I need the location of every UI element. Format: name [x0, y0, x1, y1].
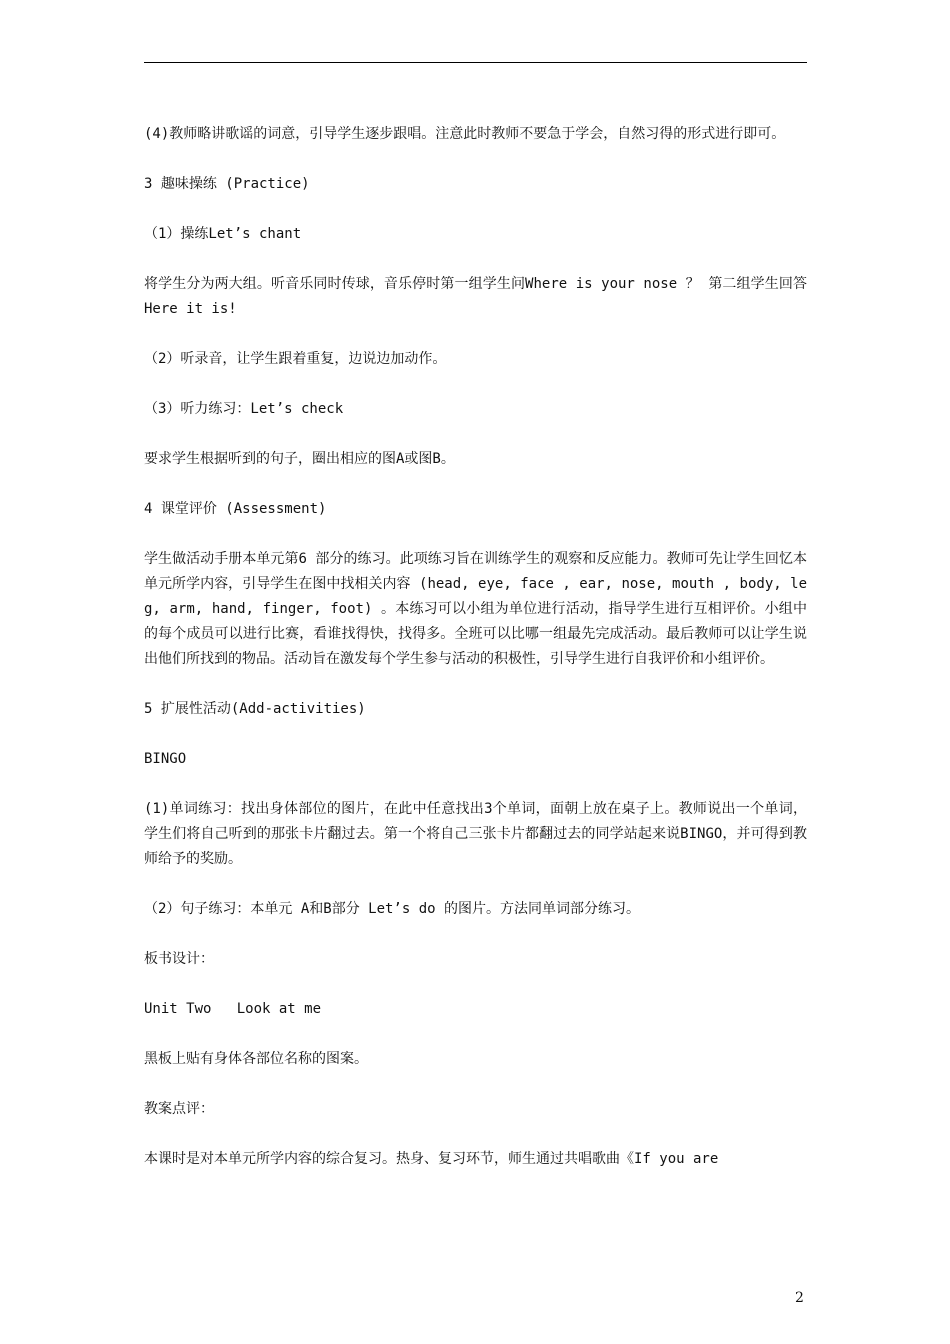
paragraph: 本课时是对本单元所学内容的综合复习。热身、复习环节，师生通过共唱歌曲《If you are	[144, 1151, 719, 1167]
label: 教案点评：	[144, 1101, 214, 1117]
page-number: 2	[795, 1290, 804, 1306]
paragraph: （2）句子练习：本单元 A和B部分 Let’s do 的图片。方法同单词部分练习。	[144, 901, 641, 917]
subheading: （3）听力练习：Let’s check	[144, 401, 344, 417]
section-heading: 4 课堂评价 (Assessment)	[144, 501, 327, 517]
paragraph: 学生做活动手册本单元第6 部分的练习。此项练习旨在训练学生的观察和反应能力。教师可先让学生回忆本单元所学内容，引导学生在图中找相关内容 (head, eye, face , ear, nose, mouth , body, leg, arm, hand, finger, foot) 。本练习可以小组为单位进行活动，指导学生进行互相评价。小组中的每个成员可以进行比赛，看谁找得快，找得多。全班可以比哪一组最先完成活动。最后教师可以让学生说出他们所找到的物品。活动旨在激发每个学生参与活动的积极性，引导学生进行自我评价和小组评价。	[144, 551, 807, 667]
paragraph: （2）听录音，让学生跟着重复，边说边加动作。	[144, 351, 447, 367]
paragraph: (1)单词练习：找出身体部位的图片，在此中任意找出3个单词，面朝上放在桌子上。教师说出一个单词，学生们将自己听到的那张卡片翻过去。第一个将自己三张卡片都翻过去的同学站起来说BINGO，并可得到教师给予的奖励。	[144, 801, 807, 867]
blackboard-title: Unit Two Look at me	[144, 1001, 322, 1017]
section-heading: 5 扩展性活动(Add-activities)	[144, 701, 366, 717]
subheading: （1）操练Let’s chant	[144, 226, 302, 242]
header-rule	[144, 62, 807, 63]
label: 板书设计：	[144, 951, 214, 967]
paragraph: 要求学生根据听到的句子，圈出相应的图A或图B。	[144, 451, 455, 467]
paragraph: (4)教师略讲歌谣的词意，引导学生逐步跟唱。注意此时教师不要急于学会，自然习得的形式进行即可。	[144, 126, 786, 142]
document-body	[144, 122, 807, 1197]
paragraph: 黑板上贴有身体各部位名称的图案。	[144, 1051, 368, 1067]
paragraph: 将学生分为两大组。听音乐同时传球，音乐停时第一组学生问Where is your nose ？ 第二组学生回答Here it is!	[144, 276, 807, 317]
subheading: BINGO	[144, 751, 187, 767]
section-heading: 3 趣味操练 (Practice)	[144, 176, 310, 192]
